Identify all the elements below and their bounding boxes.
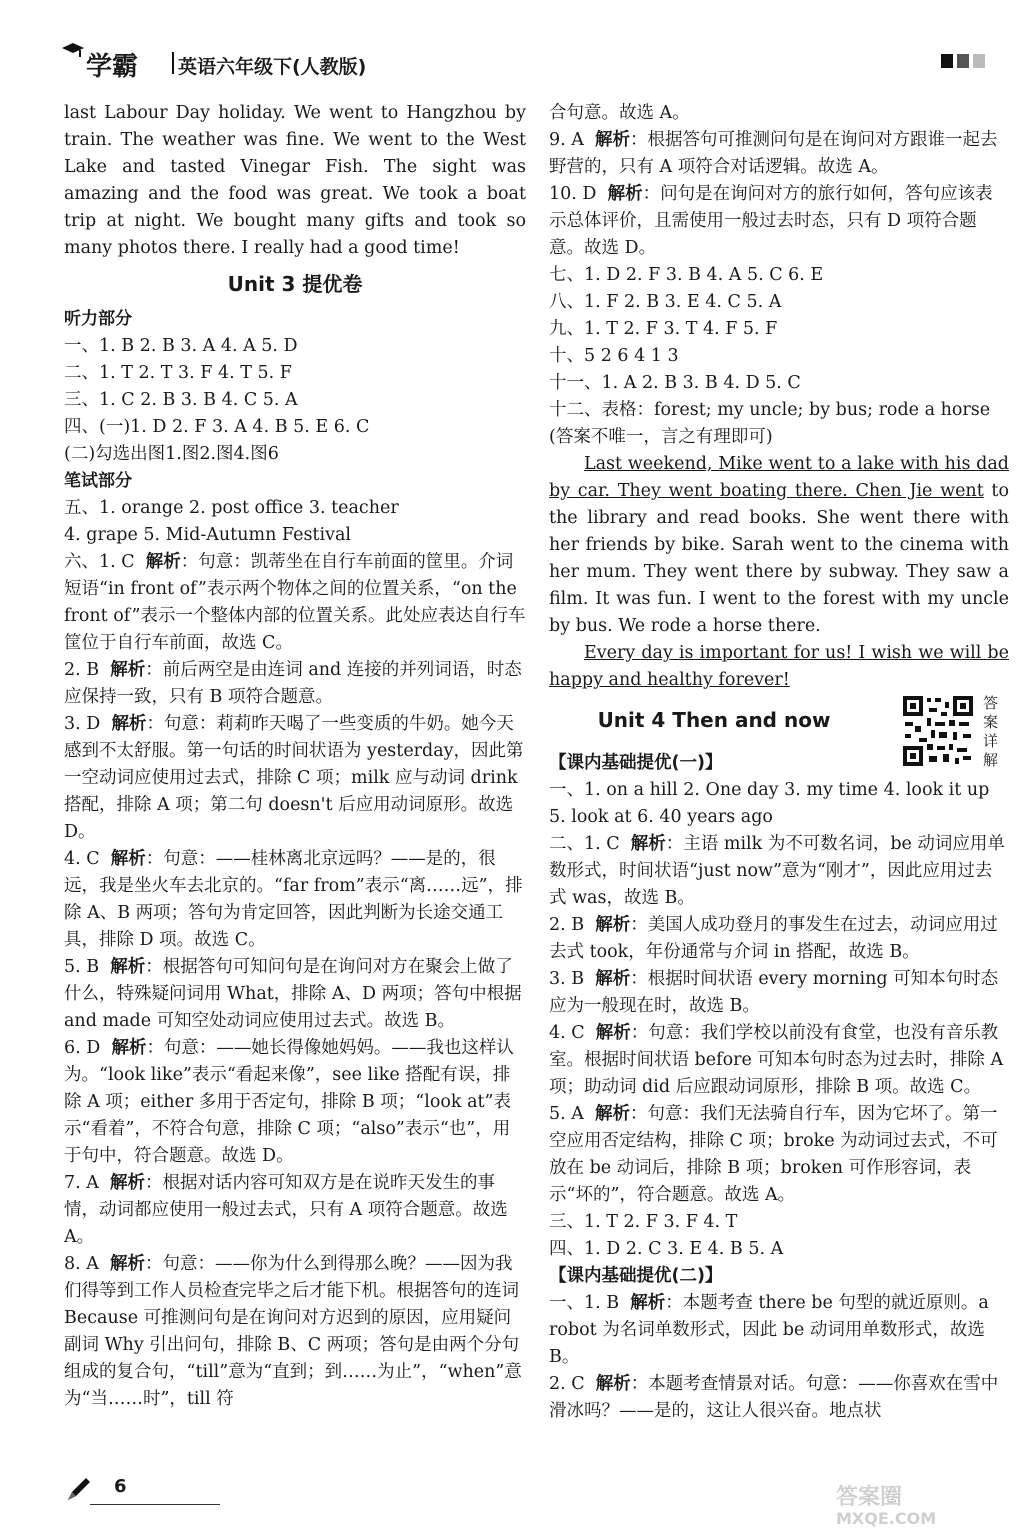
page-header — [60, 40, 985, 86]
explanation-item: 4. C 解析：句意：我们学校以前没有食堂，也没有音乐教室。根据时间状语 before 可知本句时态为过去时，排除 A 项；助动词 did 后应跟动词原形，排除 B 项。故选 C。 — [549, 1023, 1004, 1097]
header-squares — [941, 54, 985, 68]
answer-note: (答案不唯一，言之有理即可) — [549, 427, 773, 447]
answer-line: 4. grape 5. Mid-Autumn Festival — [64, 525, 351, 545]
explanation-item: 9. A 解析：根据答句可推测问句是在询问对方跟谁一起去野营的，只有 A 项符合对话逻辑。故选 A。 — [549, 130, 998, 177]
explanation-item: 2. B 解析：美国人成功登月的事发生在过去，动词应用过去式 took，年份通常与介词 in 搭配，故选 B。 — [549, 915, 998, 962]
essay-body: to the library and read books. She went there with her friends by bike. Sarah went to the cinema with her mum. They went there by subway. They saw a film. It was fun. I went to the forest with my uncle by bus. We rode a horse there. — [549, 481, 1009, 636]
explanation-item: 10. D 解析：问句是在询问对方的旅行如何，答句应该表示总体评价，且需使用一般过去时态，只有 D 项符合题意。故选 D。 — [549, 184, 993, 258]
page-footer — [64, 1470, 364, 1510]
answer-line: 一、1. on a hill 2. One day 3. my time 4. look it up 5. look at 6. 40 years ago — [549, 780, 990, 827]
explanation-item: 6. D 解析：句意：——她长得像她妈妈。——我也这样认为。“look like”表示“看起来像”，see like 搭配有误，排除 A 项；either 多用于否定句，排除 B 项；“look at”表示“看着”，不符合句意，排除 C 项；“also”表示“也”，用于句中，符合题意。故选 D。 — [64, 1038, 514, 1166]
answer-line: 一、1. B 2. B 3. A 4. A 5. D — [64, 336, 298, 356]
essay-underlined: Every day is important for us! I wish we will be happy and healthy forever! — [549, 643, 1009, 690]
explanation-item: 2. C 解析：本题考查情景对话。句意：——你喜欢在雪中滑冰吗？——是的，这让人很兴奋。地点状 — [549, 1374, 999, 1421]
watermark-logo — [832, 1480, 1002, 1528]
answer-line: 二、1. T 2. T 3. F 4. T 5. F — [64, 363, 292, 383]
explanation-item: 3. D 解析：句意：莉莉昨天喝了一些变质的牛奶。她今天感到不太舒服。第一句话的时间状语为 yesterday，因此第一空动词应使用过去式，排除 C 项；milk 应与动词 drink 搭配，排除 A 项；第二句 doesn't 后应用动词原形。故选 D。 — [64, 714, 524, 842]
left-column — [64, 100, 526, 1413]
unit3-title: Unit 3 提优卷 — [227, 272, 363, 296]
qr-code-icon[interactable] — [901, 694, 975, 768]
answer-line: 五、1. orange 2. post office 3. teacher — [64, 498, 399, 518]
essay-continuation: last Labour Day holiday. We went to Hangzhou by train. The weather was fine. We went to the West Lake and tasted Vinegar Fish. The sight was amazing and the food was great. We took a boat trip at night. We bought many gifts and took so many photos there. I really had a good time! — [64, 103, 526, 258]
qr-caption: 答案详解 — [983, 694, 999, 769]
page-number: 6 — [114, 1476, 127, 1497]
answer-line: 四、(一)1. D 2. F 3. A 4. B 5. E 6. C — [64, 417, 370, 437]
sample-essay — [549, 451, 1009, 640]
explanation-item: 4. C 解析：句意：——桂林离北京远吗？——是的，很远，我是坐火车去北京的。“far from”表示“离……远”，排除 A、B 两项；答句为肯定回答，因此判断为长途交通工具，排除 D 项。故选 C。 — [64, 849, 523, 950]
answer-line: 三、1. T 2. F 3. F 4. T — [549, 1212, 738, 1232]
book-title: 英语六年级下(人教版) — [178, 56, 367, 78]
answer-line: 四、1. D 2. C 3. E 4. B 5. A — [549, 1239, 784, 1259]
essay-underlined: Last weekend, Mike went to a lake with his dad by car. They went boating there. Chen Jie went — [549, 454, 1009, 501]
graduation-cap-icon — [60, 40, 86, 60]
header-divider — [172, 52, 174, 74]
answer-line: 十一、1. A 2. B 3. B 4. D 5. C — [549, 373, 801, 393]
explanation-item: 5. A 解析：句意：我们无法骑自行车，因为它坏了。第一空应用否定结构，排除 C 项；broke 为动词过去式，不可放在 be 动词后，排除 B 项；broken 可作形容词，表示“坏的”，符合题意。故选 A。 — [549, 1104, 998, 1205]
section-heading: 【课内基础提优(一)】 — [549, 753, 723, 773]
explanation-item: 一、1. B 解析：本题考查 there be 句型的就近原则。a robot 为名词单数形式，因此 be 动词用单数形式，故选 B。 — [549, 1293, 989, 1367]
explanation-item: 六、1. C 解析：句意：凯蒂坐在自行车前面的筐里。介词短语“in front of”表示两个物体之间的位置关系，“on the front of”表示一个整体内部的位置关系。此处应表达自行车筐位于自行车前面，故选 C。 — [64, 552, 526, 653]
square-3 — [973, 54, 985, 68]
unit4-title: Unit 4 Then and now — [597, 708, 831, 732]
answer-line: 三、1. C 2. B 3. B 4. C 5. A — [64, 390, 298, 410]
square-1 — [941, 54, 953, 68]
brand-logo: 学霸 — [86, 52, 139, 82]
svg-text:答案圈: 答案圈 — [836, 1485, 903, 1510]
explanation-item: 8. A 解析：句意：——你为什么到得那么晚？——因为我们得等到工作人员检查完毕之后才能下机。根据答句的连词 Because 可推测问句是在询问对方迟到的原因，应用疑问副词 Why 引出问句，排除 B、C 两项；答句是由两个分句组成的复合句，“till”意为“直到；到……为止”，“when”意为“当……时”，till 符 — [64, 1254, 522, 1409]
answer-line: 九、1. T 2. F 3. T 4. F 5. F — [549, 319, 778, 339]
answer-line: 十二、表格：forest; my uncle; by bus; rode a horse — [549, 400, 991, 420]
footer-rule — [90, 1504, 220, 1505]
essay-closing — [549, 640, 1009, 694]
right-column — [549, 100, 1009, 1425]
explanation-continuation: 合句意。故选 A。 — [549, 103, 690, 123]
writing-heading: 笔试部分 — [64, 471, 132, 491]
square-2 — [957, 54, 969, 68]
explanation-item: 2. B 解析：前后两空是由连词 and 连接的并列词语，时态应保持一致，只有 B 项符合题意。 — [64, 660, 522, 707]
answer-line: 八、1. F 2. B 3. E 4. C 5. A — [549, 292, 782, 312]
answer-line: 十、5 2 6 4 1 3 — [549, 346, 679, 366]
answer-line: 七、1. D 2. F 3. B 4. A 5. C 6. E — [549, 265, 824, 285]
explanation-item: 3. B 解析：根据时间状语 every morning 可知本句时态应为一般现在时，故选 B。 — [549, 969, 999, 1016]
section-heading: 【课内基础提优(二)】 — [549, 1266, 723, 1286]
answer-line: (二)勾选出图1.图2.图4.图6 — [64, 444, 279, 464]
listening-heading: 听力部分 — [64, 309, 132, 329]
explanation-item: 5. B 解析：根据答句可知问句是在询问对方在聚会上做了什么，特殊疑问词用 What，排除 A、D 两项；答句中根据 and made 可知空处动词应使用过去式。故选 B。 — [64, 957, 522, 1031]
explanation-item: 7. A 解析：根据对话内容可知双方是在说昨天发生的事情，动词都应使用一般过去式，只有 A 项符合题意。故选 A。 — [64, 1173, 508, 1247]
explanation-item: 二、1. C 解析：主语 milk 为不可数名词，be 动词应用单数形式，时间状语“just now”意为“刚才”，因此应用过去式 was，故选 B。 — [549, 834, 1005, 908]
pencil-icon — [64, 1474, 94, 1504]
svg-text:MXQE.COM: MXQE.COM — [836, 1509, 937, 1528]
